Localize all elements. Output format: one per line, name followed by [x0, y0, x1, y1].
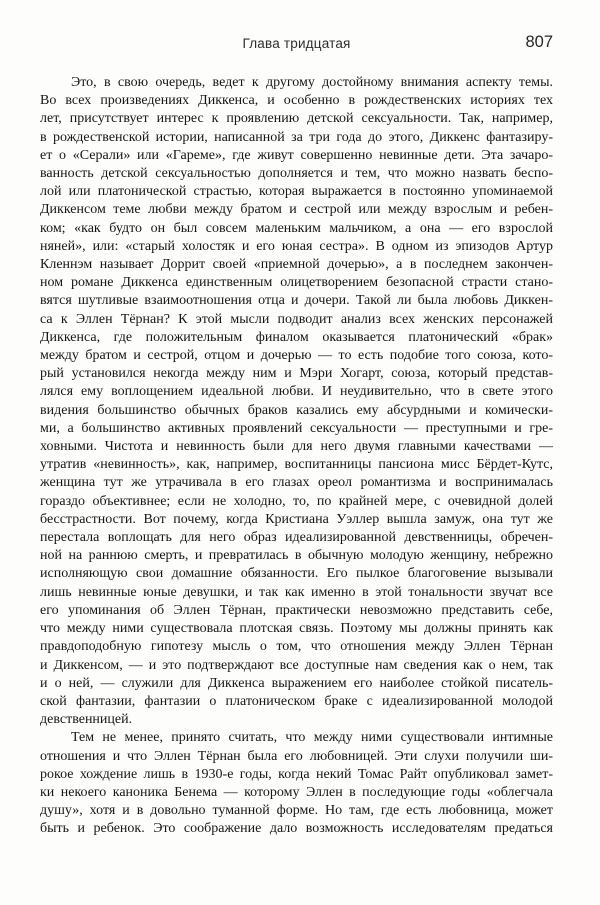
text-line: рый установился некогда между ним и Мэри Хогарт, союза, который представ- — [40, 366, 553, 382]
text-line: ет о «Серали» или «Гареме», где живут совершенно невинные дети. Эта зачаро- — [40, 147, 553, 163]
text-line: ховными. Чистота и невинность были для него двумя главными качествами — — [40, 439, 553, 455]
text-line: отношения и что Эллен Тёрнан была его любовницей. Эти слухи получили ши- — [40, 748, 553, 764]
text-line: ванность детской сексуальностью дополняется и тем, что можно назвать беспо- — [40, 166, 553, 182]
text-line: перестала воплощать для него образ идеализированной девственницы, обречен- — [40, 530, 553, 546]
text-line: Тем не менее, принято считать, что между ними существовали интимные — [71, 730, 553, 746]
text-line: бесстрастности. Вот почему, когда Кристиана Уэллер вышла замуж, она тут же — [40, 511, 553, 527]
text-line: ной на раннюю смерть, и превратилась в обычную молодую женщину, небрежно — [40, 548, 553, 564]
text-line: в рождественской истории, написанной за три года до этого, Диккенс фантазиру- — [40, 129, 553, 145]
text-line: лишь невинные юные девушки, и так как именно в этой тональности звучат все — [40, 584, 553, 600]
text-line: рокое хождение лишь в 1930-е годы, когда некий Томас Райт опубликовал замет- — [40, 766, 553, 782]
text-line: Это, в свою очередь, ведет к другому достойному внимания аспекту темы. — [71, 75, 553, 90]
text-line: Кленнэм называет Доррит своей «приемной дочерью», а в последнем закончен- — [40, 257, 553, 273]
text-line: быть и ребенок. Это соображение дало возможность исследователям предаться — [40, 821, 553, 837]
text-line: ки некоего каноника Бенема — которому Эллен в последующие годы «облегчала — [40, 784, 553, 800]
page-header — [40, 33, 553, 53]
text-line: между братом и сестрой, отцом и дочерью — то есть подобие того союза, кото- — [40, 348, 553, 364]
text-line: утратив «невинность», как, например, воспитанницы пансиона мисс Бёрдет-Кутс, — [40, 457, 553, 473]
text-line: и Диккенсом, — и это подтверждают все доступные нам сведения как о нем, так — [40, 657, 553, 673]
text-line: ном романе Диккенса единственным олицетворением безопасной страсти стано- — [40, 275, 553, 291]
text-line: Диккенса, где положительным финалом оказывается платонический «брак» — [40, 329, 553, 345]
text-line: душу», хотя и в довольно туманной форме. Но там, где есть любовница, может — [40, 803, 553, 819]
text-line: и о ней, — служили для Диккенса выражением его наиболее стойкой писатель- — [40, 675, 553, 691]
text-line: няней», или: «старый холостяк и его юная сестра». В одном из эпизодов Артур — [40, 238, 553, 254]
body-text — [40, 74, 553, 839]
text-line: женщина тут же утрачивала в его глазах ореол романтизма и воспринималась — [40, 475, 553, 491]
text-line: Во всех произведениях Диккенса, и особенно в рождественских историях тех — [40, 93, 553, 109]
text-line: видения большинство обычных браков казались ему абсурдными и комически- — [40, 402, 553, 418]
paragraph — [40, 729, 553, 838]
text-line: ми, а большинство активных проявлений сексуальности — преступными и гре- — [40, 420, 553, 436]
text-line: ком; «как будто он был совсем маленьким мальчиком, а она — его взрослой — [40, 220, 553, 236]
text-line: девственницей. — [40, 712, 133, 728]
text-line: лялся ему воплощением идеальной любви. И неудивительно, что в свете этого — [40, 384, 553, 400]
text-line: лой или платонической страстью, которая выражается в постоянно упоминаемой — [40, 184, 553, 200]
text-line: исполняющую свои домашние обязанности. Его пылкое благоговение вызывали — [40, 566, 553, 582]
paragraph — [40, 74, 553, 729]
text-line: что между ними существовала плотская связь. Поэтому мы должны принять как — [40, 621, 553, 637]
text-line: Диккенсом теме любви между братом и сестрой или между взрослым и ребен- — [40, 202, 553, 218]
text-line: вятся шутливые взаимоотношения отца и дочери. Такой ли была любовь Диккен- — [40, 293, 553, 309]
text-line: лет, присутствует интерес к проявлению детской сексуальности. Так, например, — [40, 111, 553, 127]
text-line: его упоминания об Эллен Тёрнан, практически невозможно представить себе, — [40, 602, 553, 618]
text-line: гораздо объективнее; если не холодно, то, по крайней мере, с очевидной долей — [40, 493, 553, 509]
text-line: ской фантазии, фантазии о платоническом браке с идеализированной молодой — [40, 693, 553, 709]
text-line: правдоподобную гипотезу мысль о том, что отношения между Эллен Тёрнан — [40, 639, 553, 655]
page-number: 807 — [525, 33, 553, 51]
chapter-title: Глава тридцатая — [242, 36, 351, 51]
text-line: са к Эллен Тёрнан? К этой мысли подводит анализ всех женских персонажей — [40, 311, 553, 327]
